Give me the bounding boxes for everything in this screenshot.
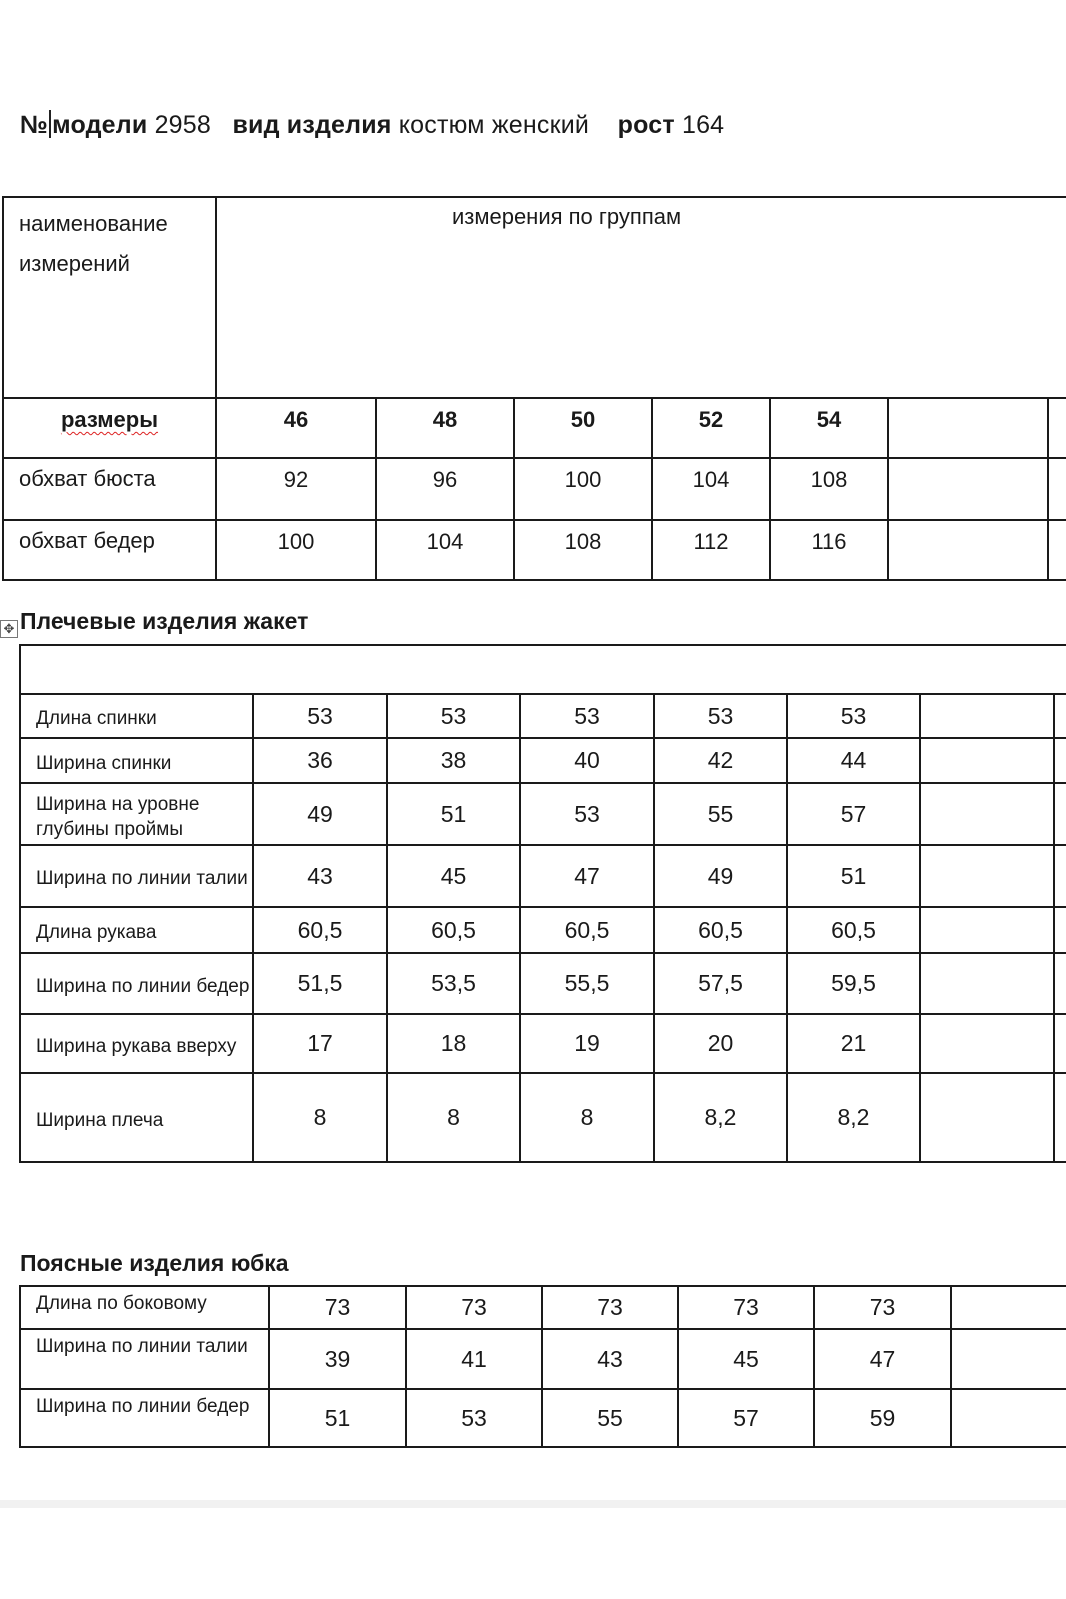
jacket-table [19, 644, 1066, 1163]
table-row [3, 520, 1066, 580]
sizes-label-cell [3, 398, 216, 458]
value-cell: 47 [814, 1329, 951, 1389]
model-label-word: модели [52, 111, 148, 139]
value-cell: 45 [387, 845, 520, 907]
value-cell: 41 [406, 1329, 542, 1389]
value-cell [920, 738, 1054, 783]
value-cell [951, 1286, 1066, 1329]
table-row [3, 458, 1066, 520]
text-cursor [49, 110, 51, 138]
row-name: Ширина по линии талии [20, 1329, 269, 1389]
empty-cell [1054, 783, 1066, 845]
value-cell: 53 [787, 694, 920, 738]
value-cell: 43 [253, 845, 387, 907]
value-cell: 36 [253, 738, 387, 783]
row-name: Длина по боковому [20, 1286, 269, 1329]
value-cell: 51 [787, 845, 920, 907]
row-name: Ширина на уровне глубины проймы [20, 783, 253, 845]
value-cell: 8 [387, 1073, 520, 1162]
value-cell: 108 [514, 520, 652, 580]
row-name: Ширина по линии бедер [20, 1389, 269, 1447]
table-row [20, 1329, 1066, 1389]
value-cell: 45 [678, 1329, 814, 1389]
value-cell: 112 [652, 520, 770, 580]
empty-cell [1054, 1014, 1066, 1073]
value-cell: 17 [253, 1014, 387, 1073]
empty-cell [1054, 907, 1066, 953]
skirt-table [19, 1285, 1066, 1448]
document-header [20, 110, 724, 140]
model-number: 2958 [154, 111, 211, 139]
row-name: Ширина плеча [20, 1073, 253, 1162]
table-row [20, 783, 1066, 845]
table-row [20, 1286, 1066, 1329]
sizes-table [2, 196, 1066, 581]
jacket-empty-header [20, 645, 1066, 694]
value-cell: 92 [216, 458, 376, 520]
type-label: вид изделия [232, 111, 392, 139]
type-value: костюм женский [398, 111, 590, 139]
value-cell: 104 [652, 458, 770, 520]
table-row [20, 907, 1066, 953]
table-move-icon[interactable]: ✥ [0, 620, 18, 638]
value-cell [951, 1329, 1066, 1389]
value-cell: 53 [520, 694, 654, 738]
sizes-label: размеры [60, 407, 159, 432]
size-cell: 48 [376, 398, 514, 458]
value-cell: 18 [387, 1014, 520, 1073]
height-value: 164 [681, 111, 725, 139]
height-label: рост [617, 111, 675, 139]
value-cell [888, 458, 1048, 520]
value-cell: 108 [770, 458, 888, 520]
table-row [20, 953, 1066, 1014]
value-cell: 60,5 [253, 907, 387, 953]
row-name: Длина спинки [20, 694, 253, 738]
value-cell [920, 953, 1054, 1014]
page-bottom-divider [0, 1500, 1066, 1508]
value-cell: 73 [678, 1286, 814, 1329]
value-cell: 8 [253, 1073, 387, 1162]
row-name: обхват бедер [3, 520, 216, 580]
row-name: Ширина по линии бедер [20, 953, 253, 1014]
empty-cell [1048, 458, 1066, 520]
value-cell: 53 [406, 1389, 542, 1447]
value-cell: 47 [520, 845, 654, 907]
size-cell: 52 [652, 398, 770, 458]
row-name: обхват бюста [3, 458, 216, 520]
value-cell: 51 [269, 1389, 406, 1447]
row-name: Ширина по линии талии [20, 845, 253, 907]
table-row [20, 1389, 1066, 1447]
value-cell: 44 [787, 738, 920, 783]
jacket-section-title: Плечевые изделия жакет [20, 608, 309, 634]
measurement-name-header: наименование измерений [3, 197, 216, 398]
size-cell: 50 [514, 398, 652, 458]
value-cell [920, 907, 1054, 953]
value-cell: 100 [216, 520, 376, 580]
value-cell: 57 [678, 1389, 814, 1447]
value-cell [951, 1389, 1066, 1447]
value-cell [920, 694, 1054, 738]
value-cell: 43 [542, 1329, 678, 1389]
value-cell: 57 [787, 783, 920, 845]
value-cell: 116 [770, 520, 888, 580]
value-cell: 53 [520, 783, 654, 845]
value-cell [920, 1014, 1054, 1073]
empty-cell [1048, 398, 1066, 458]
empty-cell [1054, 1073, 1066, 1162]
empty-cell [1054, 845, 1066, 907]
value-cell: 55 [542, 1389, 678, 1447]
value-cell: 96 [376, 458, 514, 520]
value-cell: 73 [406, 1286, 542, 1329]
value-cell: 49 [253, 783, 387, 845]
row-name: Ширина спинки [20, 738, 253, 783]
groups-header-cell [216, 197, 1066, 398]
value-cell: 53 [387, 694, 520, 738]
value-cell [920, 783, 1054, 845]
value-cell: 100 [514, 458, 652, 520]
sizes-row [3, 398, 1066, 458]
table-row [20, 738, 1066, 783]
empty-cell [1054, 953, 1066, 1014]
empty-cell [1054, 738, 1066, 783]
table-row [20, 1014, 1066, 1073]
row-name: Ширина рукава вверху [20, 1014, 253, 1073]
value-cell: 55 [654, 783, 787, 845]
skirt-section-title: Поясные изделия юбка [20, 1250, 289, 1276]
value-cell: 73 [269, 1286, 406, 1329]
value-cell: 21 [787, 1014, 920, 1073]
row-name: Длина рукава [20, 907, 253, 953]
value-cell: 53 [654, 694, 787, 738]
value-cell: 8,2 [787, 1073, 920, 1162]
model-label: № [20, 111, 49, 139]
value-cell: 51 [387, 783, 520, 845]
value-cell: 73 [814, 1286, 951, 1329]
value-cell: 73 [542, 1286, 678, 1329]
value-cell: 55,5 [520, 953, 654, 1014]
value-cell: 57,5 [654, 953, 787, 1014]
empty-cell [1048, 520, 1066, 580]
value-cell: 60,5 [520, 907, 654, 953]
value-cell: 59,5 [787, 953, 920, 1014]
table-row [20, 845, 1066, 907]
table-row [20, 1073, 1066, 1162]
value-cell: 38 [387, 738, 520, 783]
value-cell: 53 [253, 694, 387, 738]
value-cell: 104 [376, 520, 514, 580]
value-cell: 53,5 [387, 953, 520, 1014]
size-cell: 46 [216, 398, 376, 458]
value-cell: 39 [269, 1329, 406, 1389]
empty-cell [1054, 694, 1066, 738]
value-cell [920, 1073, 1054, 1162]
value-cell: 60,5 [787, 907, 920, 953]
groups-header: измерения по группам [451, 204, 682, 229]
value-cell: 51,5 [253, 953, 387, 1014]
value-cell: 60,5 [387, 907, 520, 953]
size-cell [888, 398, 1048, 458]
value-cell: 49 [654, 845, 787, 907]
value-cell: 8,2 [654, 1073, 787, 1162]
value-cell [920, 845, 1054, 907]
value-cell: 19 [520, 1014, 654, 1073]
table-row [20, 694, 1066, 738]
value-cell: 40 [520, 738, 654, 783]
size-cell: 54 [770, 398, 888, 458]
value-cell: 42 [654, 738, 787, 783]
value-cell: 8 [520, 1073, 654, 1162]
value-cell: 60,5 [654, 907, 787, 953]
value-cell: 20 [654, 1014, 787, 1073]
value-cell: 59 [814, 1389, 951, 1447]
value-cell [888, 520, 1048, 580]
